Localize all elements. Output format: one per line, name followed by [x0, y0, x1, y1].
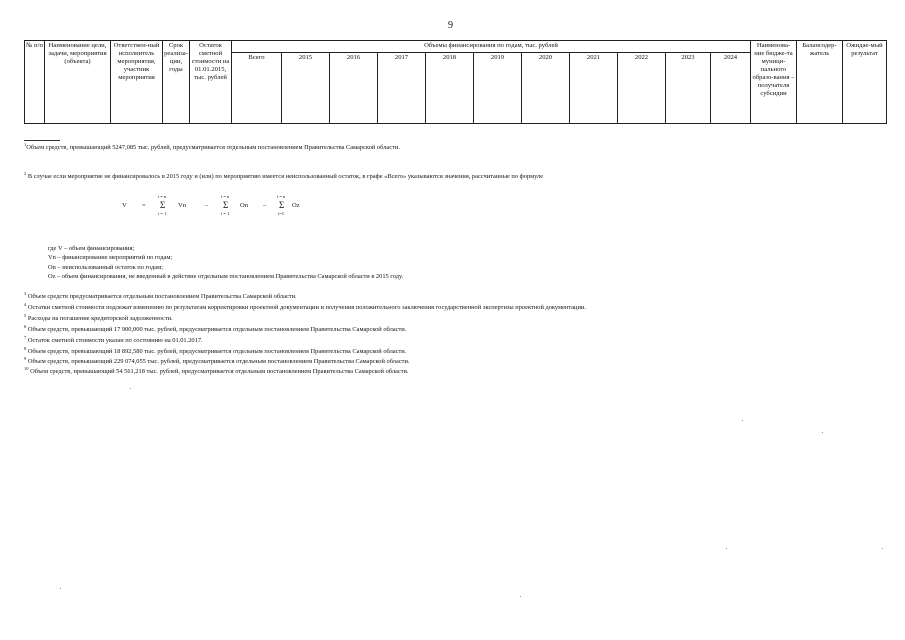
footnote-7 — [24, 334, 203, 344]
footnote-mark: 10 — [24, 365, 29, 371]
year-2021-header: 2021 — [570, 53, 618, 124]
footnote-text: Объем средств, превышающий 18 892,580 тыс. рублей, предусматривается отдельным постановлением Правительства Самарской области. — [27, 348, 407, 355]
footnote-mark: 2 — [24, 170, 27, 176]
scan-speck — [130, 388, 131, 389]
footnote-text: Объем средств, превышающий 229 074,055 тыс. рублей, предусматривается отдельным постановлением Правительства Самарской области. — [27, 358, 410, 365]
footnote-1 — [24, 141, 400, 151]
sum1-bottom: i = 1 — [158, 211, 167, 216]
footnote-mark: 3 — [24, 290, 27, 296]
footnote-2 — [24, 170, 544, 180]
sigma-1: Σ — [160, 200, 166, 210]
sum2-top: i = n — [221, 194, 230, 199]
footnote-mark: 1 — [24, 141, 27, 147]
sum1-top: i = n — [158, 194, 167, 199]
col-result-header: Ожидае-мый результат — [843, 41, 887, 124]
footnote-mark: 9 — [24, 355, 27, 361]
formula-definition: On – неиспользованный остаток по годам; — [48, 264, 163, 271]
footnote-text: Остаток сметной стоимости указан по состоянию на 01.01.2017. — [27, 337, 203, 344]
footnote-text: Объем средств предусматривается отдельным постановлением Правительства Самарской области. — [27, 293, 297, 300]
sum3-term: Oz — [292, 202, 300, 209]
formula-definition: где V – объем финансирования; — [48, 245, 135, 252]
footnote-5 — [24, 312, 173, 322]
footnote-text: Остатки сметной стоимости подлежат изменению по результатам корректировки проектной документации и получения положительного заключения государственной экспертизы проектной документации. — [27, 304, 586, 311]
footnote-8 — [24, 345, 407, 355]
year-2015-header: 2015 — [282, 53, 330, 124]
sum3-bottom: i=1 — [278, 211, 285, 216]
formula-minus-2: – — [263, 202, 267, 209]
footnote-10 — [24, 365, 409, 375]
page-number: 9 — [448, 20, 453, 31]
footnote-text: Расходы на погашение кредиторской задолженности. — [27, 315, 173, 322]
col-executor-header: Ответствен-ный исполнитель мероприятия, участник мероприятия — [111, 41, 163, 124]
scan-speck — [822, 432, 823, 433]
scan-speck — [60, 588, 61, 589]
col-name-header: Наименование цели, задачи, мероприятия (объекта) — [45, 41, 111, 124]
funding-table-header — [24, 40, 887, 124]
year-total-header: Всего — [232, 53, 282, 124]
footnote-mark: 7 — [24, 334, 27, 340]
sum1-term: Vn — [178, 202, 186, 209]
col-budget-header: Наименова-ние бюдже-та муници-пального образо-вания – получателя субсидии — [751, 41, 797, 124]
sigma-2: Σ — [223, 200, 229, 210]
formula-lhs: V — [122, 202, 127, 209]
footnote-text: Объем средств, превышающий 17 900,000 тыс. рублей, предусматривается отдельным постановлением Правительства Самарской области. — [27, 326, 407, 333]
year-2020-header: 2020 — [522, 53, 570, 124]
footnote-text: Объем средств, превышающий 54 561,218 тыс. рублей, предусматривается отдельным постановлением Правительства Самарской области. — [30, 368, 409, 375]
footnote-9 — [24, 355, 410, 365]
col-funding-header: Объемы финансирования по годам, тыс. рублей — [232, 41, 751, 53]
col-num-header: № п/п — [25, 41, 45, 124]
col-holder-header: Балансодер-жатель — [797, 41, 843, 124]
formula-definition: Oz – объем финансирования, не введенный в действие отдельным постановлением Правительства Самарской области в 2015 году. — [48, 273, 404, 280]
footnote-separator — [24, 140, 60, 141]
year-2022-header: 2022 — [618, 53, 666, 124]
footnote-6 — [24, 323, 407, 333]
col-remainder-header: Остаток сметной стоимости на 01.01.2015, тыс. рублей — [190, 41, 232, 124]
scan-speck — [520, 596, 521, 597]
year-2023-header: 2023 — [666, 53, 711, 124]
year-2024-header: 2024 — [711, 53, 751, 124]
formula-definition: Vn – финансирование мероприятий по годам; — [48, 254, 173, 261]
sum2-term: On — [240, 202, 248, 209]
year-2018-header: 2018 — [426, 53, 474, 124]
sum2-bottom: i = 1 — [221, 211, 230, 216]
footnote-mark: 5 — [24, 312, 27, 318]
footnote-text: Объем средств, превышающий 5247,085 тыс. рублей, предусматривается отдельным постановлением Правительства Самарской области. — [26, 144, 400, 151]
footnote-mark: 4 — [24, 301, 27, 307]
footnote-4 — [24, 301, 586, 311]
scan-speck — [726, 548, 727, 549]
col-period-header: Срок реализа-ции, годы — [163, 41, 190, 124]
formula-eq: = — [142, 202, 146, 209]
footnote-3 — [24, 290, 297, 300]
scan-speck — [742, 420, 743, 421]
sigma-3: Σ — [279, 200, 285, 210]
year-2016-header: 2016 — [330, 53, 378, 124]
footnote-mark: 8 — [24, 345, 27, 351]
year-2019-header: 2019 — [474, 53, 522, 124]
footnote-mark: 6 — [24, 323, 27, 329]
formula-minus-1: – — [205, 202, 209, 209]
footnote-text: В случае если мероприятие не финансировалось в 2015 году и (или) по мероприятию имеется неиспользованный остаток, в графе «Всего» указываются значения, рассчитанные по формуле — [27, 173, 544, 180]
scan-speck — [882, 548, 883, 549]
sum3-top: i = n — [277, 194, 286, 199]
formula — [122, 194, 362, 220]
year-2017-header: 2017 — [378, 53, 426, 124]
